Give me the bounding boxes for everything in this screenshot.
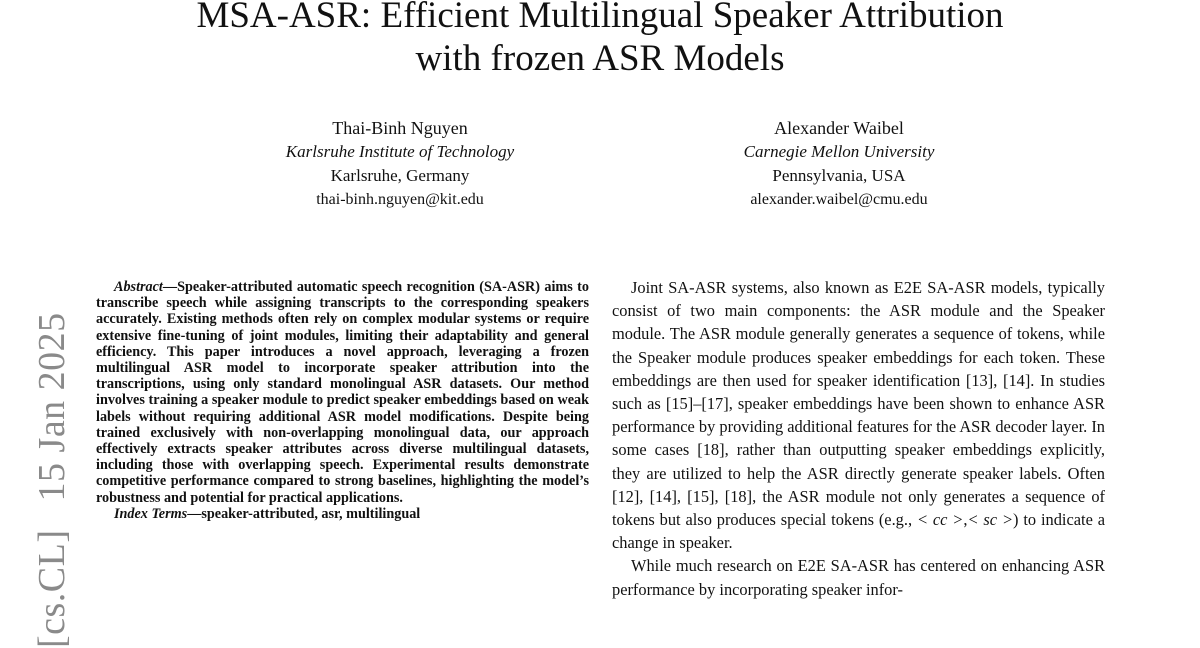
author-email: alexander.waibel@cmu.edu [750,191,928,208]
abstract-label: Abstract [114,279,163,295]
body-paragraph-2-text: While much research on E2E SA-ASR has centered on enhancing ASR performance by incorporating speaker infor- [612,556,1105,599]
author-affiliation: Karlsruhe Institute of Technology [285,142,515,161]
body-paragraph-1-end: ) to indicate a change in speaker. [612,510,1105,553]
author-location: Pennsylvania, USA [772,166,906,185]
abstract-section [96,279,589,522]
index-terms-paragraph [96,506,589,522]
abstract-dash: — [162,279,178,295]
author-block-2 [659,116,1019,212]
author-name: Alexander Waibel [774,118,904,138]
index-terms-text: speaker-attributed, asr, multilingual [201,505,421,522]
body-paragraph-1-text: Joint SA-ASR systems, also known as E2E SA-ASR models, typically consist of two main components: the ASR module and the Speaker module. The ASR module generally generates a sequence of tokens, while the Speaker module produces speaker embeddings for each token. These embeddings are then used for speaker identification [13], [14]. In studies such as [15]–[17], speaker embeddings have been shown to enhance ASR performance by providing additional features for the ASR decoder layer. In some cases [18], rather than outputting speaker embeddings explicitly, they are utilized to help the ASR directly generate speaker labels. Often [12], [14], [15], [18], the ASR module not only generates a sequence of tokens but also produces special tokens (e.g., [612,278,1105,530]
body-paragraph-2 [612,554,1105,600]
arxiv-date: 15 Jan 2025 [31,312,73,502]
token-separator: , [963,510,968,530]
token-cc: < cc > [916,510,964,530]
paper-title-line-1: MSA-ASR: Efficient Multilingual Speaker Attribution [196,0,1004,36]
token-sc: < sc > [967,510,1014,530]
author-email: thai-binh.nguyen@kit.edu [316,191,484,208]
index-terms-dash: — [187,505,202,522]
body-paragraph-1 [612,276,1105,554]
author-block-1 [220,116,580,212]
paper-title [0,0,1200,80]
abstract-paragraph [96,279,589,506]
author-affiliation: Carnegie Mellon University [743,142,935,161]
arxiv-side-stamp [28,312,76,648]
author-name: Thai-Binh Nguyen [332,118,468,138]
arxiv-category: [cs.CL] [31,529,73,648]
author-location: Karlsruhe, Germany [330,166,470,185]
abstract-text: Speaker-attributed automatic speech recognition (SA-ASR) aims to transcribe speech while assigning transcripts to the corresponding speakers accurately. Existing methods often rely on complex modular systems or require extensive fine-tuning of joint modules, limiting their adaptability and general efficiency. This paper introduces a novel approach, leveraging a frozen multilingual ASR model to incorporate speaker attribution into the transcriptions, using only standard monolingual ASR datasets. Our method involves training a speaker module to predict speaker embeddings based on weak labels without requiring additional ASR model modifications. Despite being trained exclusively with non-overlapping monolingual data, our approach effectively extracts speaker attributes across diverse multilingual datasets, including those with overlapping speech. Experimental results demonstrate competitive performance compared to strong baselines, highlighting the model’s robustness and potential for practical applications. [96,279,589,506]
body-column-right [612,276,1105,601]
paper-title-line-2: with frozen ASR Models [415,38,785,79]
index-terms-label: Index Terms [114,505,188,522]
